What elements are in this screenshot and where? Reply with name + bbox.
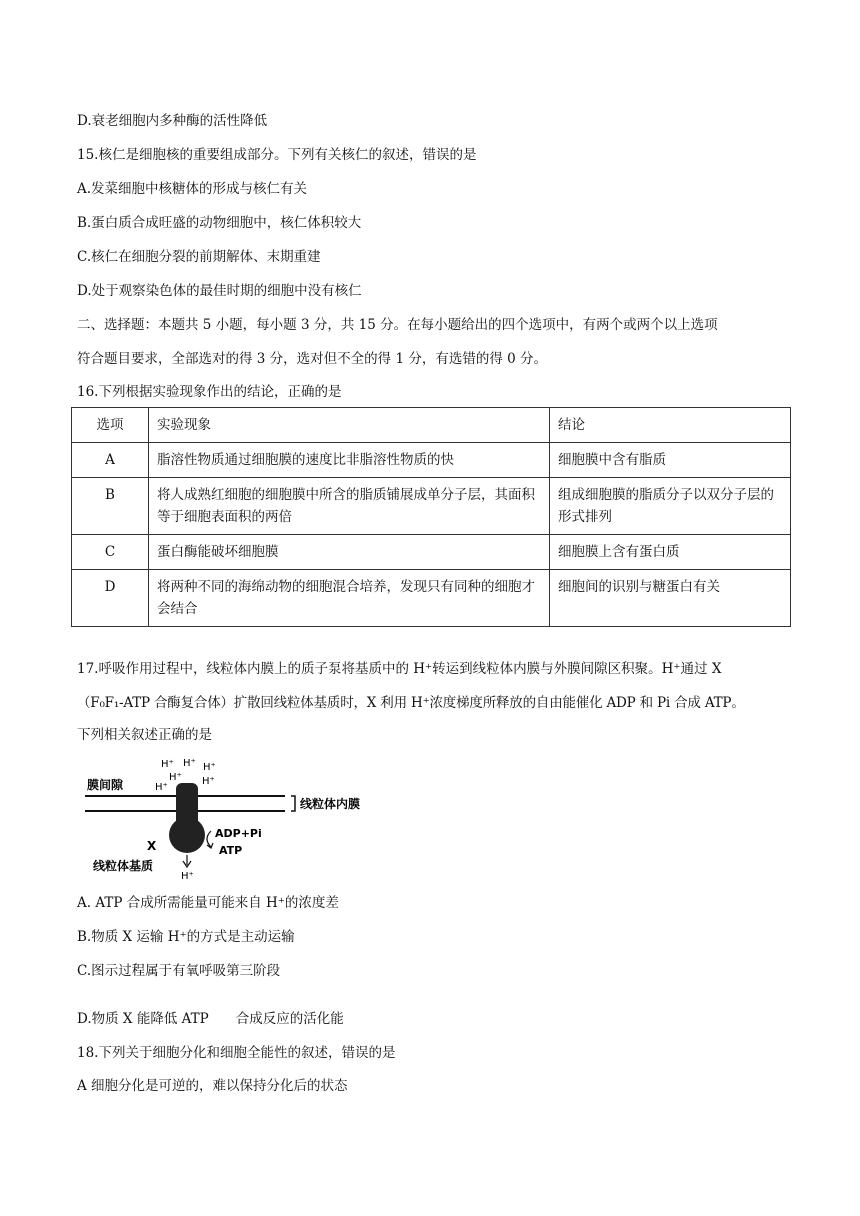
q17-stem-line1: 17.呼吸作用过程中，线粒体内膜上的质子泵将基质中的 H⁺转运到线粒体内膜与外膜间隙区积聚。H⁺通过 X bbox=[77, 661, 722, 677]
q17-option-d: D.物质 X 能降低 ATP 合成反应的活化能 bbox=[77, 1011, 344, 1027]
atp-label: ATP bbox=[219, 844, 243, 857]
x-label: X bbox=[147, 839, 157, 853]
table-row bbox=[72, 535, 791, 570]
h-ion-label: H⁺ bbox=[202, 776, 215, 787]
header-conclusion: 结论 bbox=[550, 408, 791, 443]
q15-stem: 15.核仁是细胞核的重要组成部分。下列有关核仁的叙述，错误的是 bbox=[77, 147, 477, 163]
membrane-bracket bbox=[291, 796, 295, 811]
row-phenomenon: 脂溶性物质通过细胞膜的速度比非脂溶性物质的快 bbox=[149, 443, 550, 478]
header-phenomenon: 实验现象 bbox=[149, 408, 550, 443]
row-conclusion: 细胞膜上含有蛋白质 bbox=[550, 535, 791, 570]
h-ion-label: H⁺ bbox=[203, 762, 216, 773]
row-conclusion: 细胞膜中含有脂质 bbox=[550, 443, 791, 478]
adp-atp-arrow bbox=[207, 831, 211, 847]
atp-synthase-figure bbox=[85, 753, 375, 883]
q17-option-b: B.物质 X 运输 H⁺的方式是主动运输 bbox=[77, 929, 295, 945]
row-option: A bbox=[72, 443, 149, 478]
inner-membrane-label: 线粒体内膜 bbox=[300, 797, 361, 811]
intermembrane-space-label: 膜间隙 bbox=[87, 778, 124, 792]
h-ion-label: H⁺ bbox=[169, 772, 182, 783]
h-ion-label: H⁺ bbox=[161, 759, 174, 770]
q18-option-a: A 细胞分化是可逆的，难以保持分化后的状态 bbox=[77, 1078, 348, 1094]
q18-stem: 18.下列关于细胞分化和细胞全能性的叙述，错误的是 bbox=[77, 1045, 396, 1061]
q14-option-d: D.衰老细胞内多种酶的活性降低 bbox=[77, 113, 268, 129]
matrix-label: 线粒体基质 bbox=[93, 859, 154, 873]
q16-table bbox=[71, 407, 791, 627]
h-ion-label: H⁺ bbox=[183, 758, 196, 769]
row-option: D bbox=[72, 570, 149, 627]
x-sphere-shape bbox=[169, 817, 205, 853]
table-row bbox=[72, 478, 791, 535]
row-conclusion: 组成细胞膜的脂质分子以双分子层的形式排列 bbox=[550, 478, 791, 535]
q17-stem-line3: 下列相关叙述正确的是 bbox=[77, 727, 212, 743]
adp-pi-label: ADP+Pi bbox=[215, 827, 262, 840]
table-row bbox=[72, 570, 791, 627]
row-conclusion: 细胞间的识别与糖蛋白有关 bbox=[550, 570, 791, 627]
row-option: C bbox=[72, 535, 149, 570]
section2-instructions-line1: 二、选择题：本题共 5 小题，每小题 3 分，共 15 分。在每小题给出的四个选项中，有两个或两个以上选项 bbox=[77, 317, 718, 333]
h-ion-label: H⁺ bbox=[155, 782, 168, 793]
q17-option-a: A. ATP 合成所需能量可能来自 H⁺的浓度差 bbox=[77, 895, 339, 911]
q15-option-a: A.发菜细胞中核糖体的形成与核仁有关 bbox=[77, 181, 308, 197]
q15-option-d: D.处于观察染色体的最佳时期的细胞中没有核仁 bbox=[77, 283, 362, 299]
row-phenomenon: 将人成熟红细胞的细胞膜中所含的脂质铺展成单分子层，其面积等于细胞表面积的两倍 bbox=[149, 478, 550, 535]
q16-stem: 16.下列根据实验现象作出的结论，正确的是 bbox=[77, 384, 342, 400]
q17-option-c: C.图示过程属于有氧呼吸第三阶段 bbox=[77, 963, 281, 979]
row-phenomenon: 将两种不同的海绵动物的细胞混合培养，发现只有同种的细胞才会结合 bbox=[149, 570, 550, 627]
row-option: B bbox=[72, 478, 149, 535]
q15-option-c: C.核仁在细胞分裂的前期解体、末期重建 bbox=[77, 249, 321, 265]
row-phenomenon: 蛋白酶能破坏细胞膜 bbox=[149, 535, 550, 570]
table-row bbox=[72, 443, 791, 478]
section2-instructions-line2: 符合题目要求，全部选对的得 3 分，选对但不全的得 1 分，有选错的得 0 分。 bbox=[77, 351, 548, 367]
q17-stem-line2: （F₀F₁-ATP 合酶复合体）扩散回线粒体基质时，X 利用 H⁺浓度梯度所释放的自由能催化 ADP 和 Pi 合成 ATP。 bbox=[77, 695, 745, 711]
h-ion-label: H⁺ bbox=[181, 871, 194, 882]
header-option: 选项 bbox=[72, 408, 149, 443]
table-header-row bbox=[72, 408, 791, 443]
q15-option-b: B.蛋白质合成旺盛的动物细胞中，核仁体积较大 bbox=[77, 215, 362, 231]
